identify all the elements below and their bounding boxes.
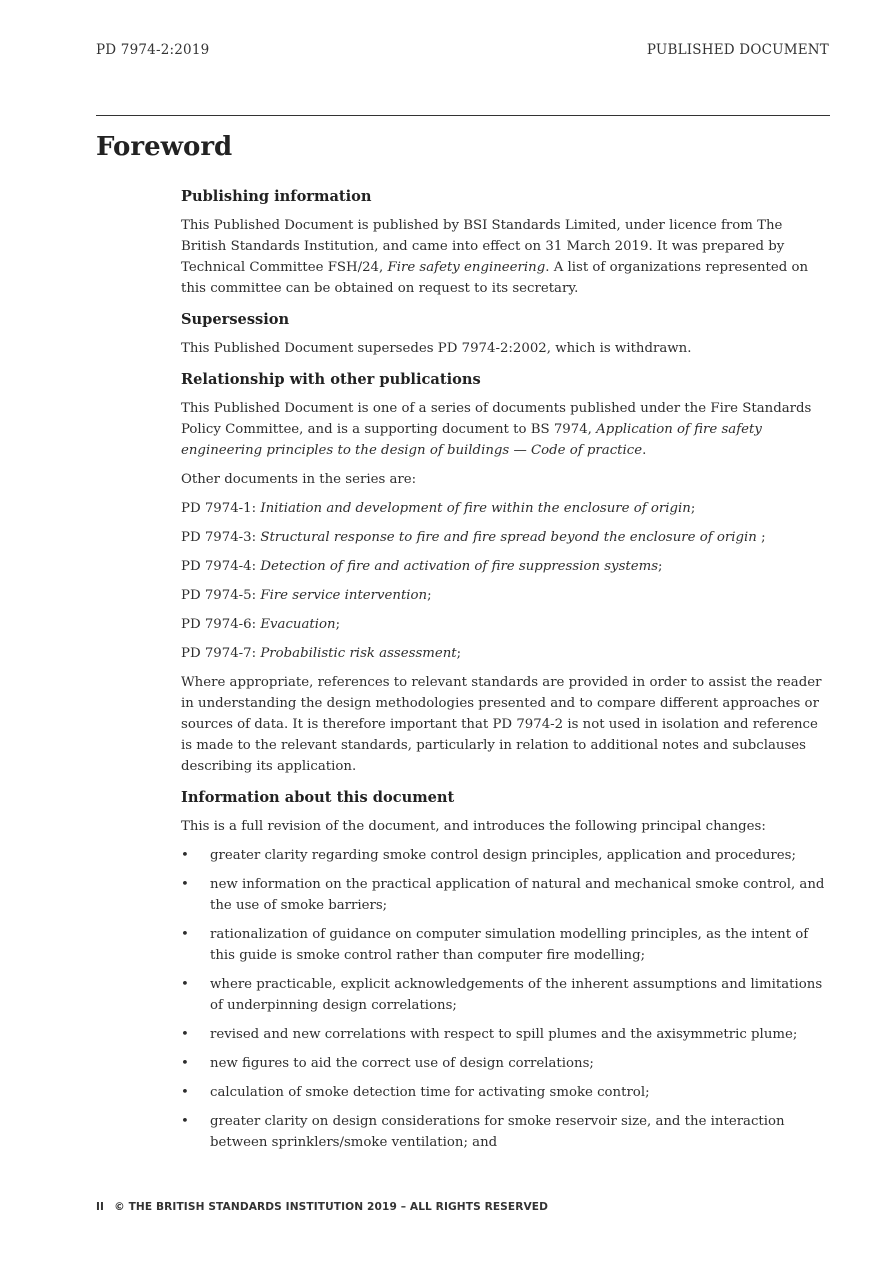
list-item [181, 845, 827, 866]
series-code: PD 7974-1: [181, 501, 261, 516]
series-code: PD 7974-7: [181, 646, 261, 661]
publishing-heading: Publishing information [181, 188, 372, 205]
supersession-heading: Supersession [181, 311, 290, 328]
series-end: ; [335, 617, 341, 632]
series-item [181, 498, 827, 519]
list-item [181, 974, 827, 1016]
supersession-section [181, 309, 827, 359]
bullet-icon: • [181, 848, 189, 863]
changes-list [181, 845, 827, 1153]
bullet-icon: • [181, 927, 189, 942]
list-item [181, 1082, 827, 1103]
list-item [181, 874, 827, 916]
publishing-text-part2: . A list of organizations represented on this committee can be obtained on request to its secretary. [181, 260, 809, 296]
series-code: PD 7974-4: [181, 559, 261, 574]
information-section [181, 787, 827, 1153]
bullet-icon: • [181, 1085, 189, 1100]
information-heading: Information about this document [181, 789, 455, 806]
relationship-text [181, 398, 827, 461]
information-intro: This is a full revision of the document, and introduces the following principal changes: [181, 819, 766, 834]
list-item-text: greater clarity regarding smoke control design principles, application and procedures; [210, 848, 796, 863]
list-item-text: new information on the practical application of natural and mechanical smoke control, and the use of smoke barriers; [210, 877, 825, 913]
relationship-standard-title: Application of fire safety engineering principles to the design of buildings — Code of practice [181, 422, 762, 458]
bullet-icon: • [181, 1114, 189, 1129]
header-document-id: PD 7974-2:2019 [96, 42, 210, 58]
relationship-closing: Where appropriate, references to relevant standards are provided in order to assist the reader in understanding the design methodologies presented and to compare different approaches or sources of data. It is therefore important that PD 7974-2 is not used in isolation and reference is made to the relevant standards, particularly in relation to additional notes and subclauses describing its application. [181, 675, 822, 774]
series-item [181, 643, 827, 664]
list-item [181, 1053, 827, 1074]
series-title: Structural response to fire and fire spread beyond the enclosure of origin [260, 530, 757, 545]
series-end: ; [456, 646, 462, 661]
series-intro: Other documents in the series are: [181, 472, 417, 487]
series-end: ; [427, 588, 432, 603]
list-item [181, 1111, 827, 1153]
header-rule [96, 115, 830, 116]
relationship-heading: Relationship with other publications [181, 371, 481, 388]
series-item [181, 614, 827, 635]
relationship-text-part2: . [642, 443, 647, 458]
series-item [181, 527, 827, 548]
list-item-text: new figures to aid the correct use of design correlations; [210, 1056, 594, 1071]
publishing-section [181, 186, 827, 299]
bullet-icon: • [181, 1027, 189, 1042]
series-title: Detection of fire and activation of fire suppression systems [260, 559, 659, 574]
bullet-icon: • [181, 877, 189, 892]
series-item [181, 585, 827, 606]
series-end: ; [690, 501, 696, 516]
list-item-text: greater clarity on design considerations for smoke reservoir size, and the interaction between sprinklers/smoke ventilation; and [210, 1114, 785, 1150]
series-code: PD 7974-3: [181, 530, 261, 545]
page-title: Foreword [96, 132, 233, 162]
list-item-text: calculation of smoke detection time for activating smoke control; [210, 1085, 650, 1100]
list-item-text: where practicable, explicit acknowledgements of the inherent assumptions and limitations of underpinning design correlations; [210, 977, 823, 1013]
series-title: Fire service intervention [260, 588, 428, 603]
publishing-text [181, 215, 827, 299]
page-number: II [96, 1201, 105, 1213]
relationship-section [181, 369, 827, 777]
series-item [181, 556, 827, 577]
series-code: PD 7974-5: [181, 588, 261, 603]
series-title: Initiation and development of fire within the enclosure of origin [260, 501, 691, 516]
list-item [181, 924, 827, 966]
series-end: ; [756, 530, 766, 545]
page-footer [96, 1201, 548, 1213]
publishing-text-part1: This Published Document is published by BSI Standards Limited, under licence from The British Standards Institution, and came into effect on 31 March 2019. It was prepared by Technical Committee FSH/24, [181, 218, 785, 275]
list-item [181, 1024, 827, 1045]
header-document-type: PUBLISHED DOCUMENT [646, 42, 829, 58]
series-title: Probabilistic risk assessment [260, 646, 457, 661]
series-end: ; [658, 559, 663, 574]
supersession-text: This Published Document supersedes PD 7974-2:2002, which is withdrawn. [181, 341, 692, 356]
bullet-icon: • [181, 977, 189, 992]
copyright-notice: © THE BRITISH STANDARDS INSTITUTION 2019 – ALL RIGHTS RESERVED [114, 1201, 549, 1213]
list-item-text: revised and new correlations with respect to spill plumes and the axisymmetric plume; [210, 1027, 798, 1042]
foreword-content [181, 186, 827, 1163]
bullet-icon: • [181, 1056, 189, 1071]
series-title: Evacuation [260, 617, 336, 632]
series-code: PD 7974-6: [181, 617, 261, 632]
relationship-text-part1: This Published Document is one of a series of documents published under the Fire Standards Policy Committee, and is a supporting document to BS 7974, [181, 401, 812, 437]
publishing-committee-name: Fire safety engineering [387, 260, 546, 275]
list-item-text: rationalization of guidance on computer simulation modelling principles, as the intent of this guide is smoke control rather than computer fire modelling; [210, 927, 809, 963]
